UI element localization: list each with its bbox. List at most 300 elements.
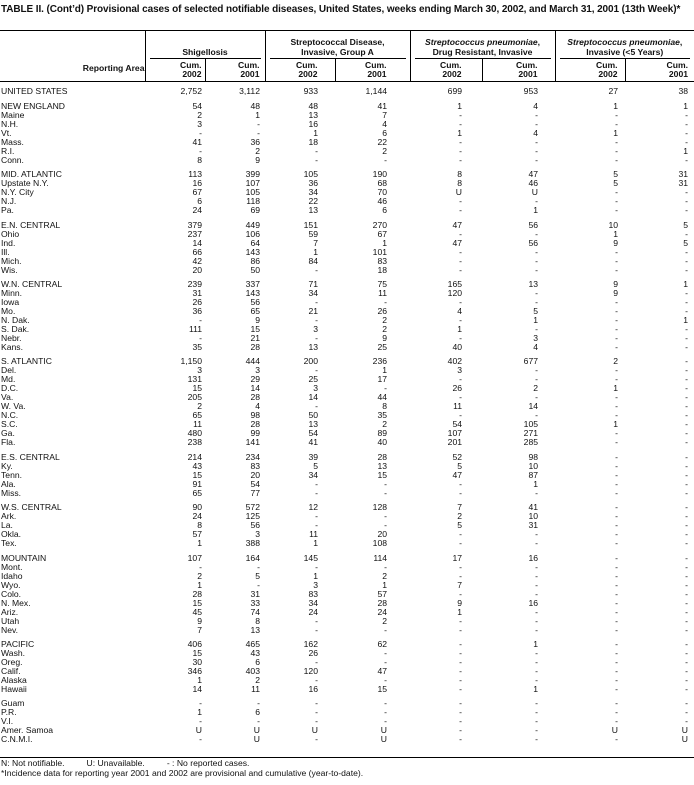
case-count: 1 <box>683 101 689 111</box>
group-header-strep-group-a: Streptococcal Disease, Invasive, Group A <box>265 31 410 60</box>
case-count: 18 <box>308 137 318 147</box>
table-row <box>0 343 694 352</box>
case-count: 403 <box>245 666 260 676</box>
case-count: 41 <box>377 101 388 111</box>
case-count: 15 <box>377 470 388 480</box>
case-count: 30 <box>192 657 202 667</box>
case-count: 165 <box>447 279 463 289</box>
cum-label: Cum. <box>516 60 538 70</box>
case-count: 83 <box>377 256 388 266</box>
case-count: 3 <box>197 119 202 129</box>
case-count: 42 <box>192 256 202 266</box>
case-count: 20 <box>192 265 202 275</box>
case-count: 41 <box>308 438 318 448</box>
case-count: 20 <box>250 470 260 480</box>
case-count: 337 <box>245 279 260 289</box>
case-count: - <box>685 625 689 635</box>
case-count: 56 <box>250 297 260 307</box>
reporting-area: Tex. <box>1 539 17 549</box>
case-count: 64 <box>250 238 260 248</box>
table-row <box>0 87 694 96</box>
case-count: 5 <box>613 179 619 189</box>
case-count: - <box>685 206 689 216</box>
case-count: 101 <box>372 247 388 257</box>
case-count: - <box>615 580 619 590</box>
case-count: 1 <box>197 580 202 590</box>
case-count: 65 <box>250 306 260 316</box>
reporting-area: Vt. <box>1 128 12 138</box>
case-count: 128 <box>372 503 388 513</box>
case-count: - <box>615 146 619 156</box>
case-count: 16 <box>528 598 539 608</box>
case-count: 24 <box>308 607 318 617</box>
table-row <box>0 102 694 111</box>
case-count: - <box>384 717 388 727</box>
table-row <box>0 289 694 298</box>
table-row <box>0 581 694 590</box>
case-count: 6 <box>382 128 388 138</box>
case-count: 11 <box>193 420 202 430</box>
case-count: - <box>315 146 318 156</box>
case-count: 379 <box>187 220 202 230</box>
case-count: 45 <box>192 607 202 617</box>
case-count: 1 <box>533 639 539 649</box>
table-row <box>0 316 694 325</box>
case-count: - <box>615 333 619 343</box>
case-count: 5 <box>683 238 689 248</box>
reporting-area: Ga. <box>1 429 15 439</box>
case-count: - <box>384 521 388 531</box>
case-count: 6 <box>255 708 260 718</box>
case-count: - <box>615 110 619 120</box>
case-count: - <box>535 580 539 590</box>
case-count: 21 <box>250 333 260 343</box>
reporting-area: W.N. CENTRAL <box>1 279 63 289</box>
case-count: 28 <box>192 589 202 599</box>
column-header-cum-2001 <box>335 59 410 82</box>
case-count: 4 <box>533 128 539 138</box>
table-row <box>0 280 694 289</box>
case-count: - <box>615 315 619 325</box>
case-count: 1 <box>313 571 318 581</box>
case-count: 28 <box>250 393 260 403</box>
table-row <box>0 563 694 572</box>
case-count: 572 <box>245 503 260 513</box>
header-spacer <box>0 31 145 60</box>
case-count: - <box>315 333 318 343</box>
case-count: U <box>455 188 463 198</box>
case-count: 69 <box>250 206 260 216</box>
case-count: - <box>685 393 689 403</box>
case-count: 2 <box>457 512 463 522</box>
table-row <box>0 626 694 635</box>
case-count: - <box>315 265 318 275</box>
reporting-area: Ark. <box>1 512 17 522</box>
case-count: - <box>615 137 619 147</box>
reporting-area: S. ATLANTIC <box>1 357 52 367</box>
case-count: 2 <box>255 675 260 685</box>
case-count: 270 <box>372 220 388 230</box>
case-count: 2 <box>255 146 260 156</box>
case-count: - <box>535 625 539 635</box>
case-count: 70 <box>377 188 388 198</box>
case-count: 21 <box>308 306 318 316</box>
case-count: - <box>384 155 388 165</box>
case-count: 31 <box>678 179 689 189</box>
reporting-area: Iowa <box>1 297 20 307</box>
case-count: - <box>459 411 463 421</box>
case-count: 5 <box>255 571 260 581</box>
case-count: - <box>615 571 619 581</box>
case-count: - <box>257 562 260 572</box>
reporting-area: W. Va. <box>1 402 26 412</box>
case-count: - <box>685 384 689 394</box>
case-count: 35 <box>192 342 202 352</box>
table-row <box>0 120 694 129</box>
case-count: 26 <box>452 384 463 394</box>
reporting-area: S.C. <box>1 420 18 430</box>
table-row <box>0 608 694 617</box>
case-count: - <box>615 366 619 376</box>
case-count: - <box>685 539 689 549</box>
case-count: 4 <box>255 402 260 412</box>
case-count: 16 <box>308 684 318 694</box>
reporting-area: Conn. <box>1 155 24 165</box>
case-count: - <box>199 315 202 325</box>
case-count: - <box>535 571 539 581</box>
case-count: 59 <box>308 229 318 239</box>
case-count: 9 <box>382 333 388 343</box>
case-count: 34 <box>308 470 318 480</box>
case-count: 11 <box>251 684 260 694</box>
case-count: 105 <box>303 170 318 180</box>
case-count: - <box>685 265 689 275</box>
case-count: - <box>535 229 539 239</box>
case-count: - <box>615 188 619 198</box>
case-count: - <box>315 297 318 307</box>
case-count: - <box>257 717 260 727</box>
case-count: 13 <box>308 342 318 352</box>
case-count: - <box>615 393 619 403</box>
case-count: 200 <box>303 357 318 367</box>
case-count: - <box>685 666 689 676</box>
reporting-area: Pa. <box>1 206 14 216</box>
case-count: 44 <box>377 393 388 403</box>
table-row <box>0 411 694 420</box>
case-count: 465 <box>245 639 260 649</box>
case-count: - <box>459 479 463 489</box>
case-count: - <box>535 119 539 129</box>
case-count: 34 <box>308 598 318 608</box>
case-count: - <box>535 699 539 709</box>
case-count: - <box>459 675 463 685</box>
case-count: 1 <box>533 479 539 489</box>
case-count: - <box>535 562 539 572</box>
case-count: - <box>615 675 619 685</box>
case-count: 65 <box>192 488 202 498</box>
case-count: - <box>199 146 202 156</box>
reporting-area: Kans. <box>1 342 23 352</box>
case-count: - <box>685 188 689 198</box>
footnotes <box>0 757 694 778</box>
case-count: 54 <box>452 420 463 430</box>
table-row <box>0 667 694 676</box>
column-header-cum-2001 <box>625 59 694 82</box>
case-count: 15 <box>192 648 202 658</box>
case-count: - <box>685 470 689 480</box>
case-count: 1 <box>613 420 619 430</box>
case-count: 67 <box>377 229 388 239</box>
case-count: 13 <box>250 625 260 635</box>
case-count: 164 <box>245 553 260 563</box>
case-count: - <box>459 197 463 207</box>
case-count: 1 <box>457 101 463 111</box>
case-count: 39 <box>308 452 318 462</box>
case-count: - <box>535 197 539 207</box>
case-count: 151 <box>303 220 318 230</box>
case-count: - <box>685 357 689 367</box>
case-count: 56 <box>250 521 260 531</box>
case-count: - <box>459 333 463 343</box>
case-count: 108 <box>372 539 388 549</box>
table-row <box>0 503 694 512</box>
reporting-area: N. Mex. <box>1 598 31 608</box>
table-row <box>0 640 694 649</box>
case-count: 107 <box>187 553 202 563</box>
case-count: 3 <box>457 366 463 376</box>
case-count: - <box>535 297 539 307</box>
case-count: - <box>615 342 619 352</box>
case-count: - <box>685 137 689 147</box>
case-count: 15 <box>192 384 202 394</box>
table-row <box>0 489 694 498</box>
table-row <box>0 717 694 726</box>
case-count: - <box>459 708 463 718</box>
reporting-area: Hawaii <box>1 684 27 694</box>
case-count: - <box>535 324 539 334</box>
case-count: - <box>384 699 388 709</box>
table-row <box>0 206 694 215</box>
case-count: 2 <box>382 146 388 156</box>
case-count: 449 <box>245 220 260 230</box>
case-count: 35 <box>377 411 388 421</box>
year-label: 2001 <box>668 69 689 79</box>
case-count: - <box>615 488 619 498</box>
case-count: U <box>253 726 260 736</box>
case-count: 1 <box>613 384 619 394</box>
case-count: - <box>615 452 619 462</box>
table-row <box>0 599 694 608</box>
cum-label: Cum. <box>238 60 260 70</box>
case-count: - <box>535 616 539 626</box>
case-count: 54 <box>308 429 318 439</box>
case-count: 13 <box>377 461 388 471</box>
column-header-cum-2002 <box>555 59 625 82</box>
case-count: - <box>615 265 619 275</box>
case-count: 3 <box>313 580 318 590</box>
case-count: - <box>685 247 689 257</box>
case-count: 17 <box>377 375 388 385</box>
case-count: - <box>685 288 689 298</box>
case-count: 1 <box>533 206 539 216</box>
case-count: U <box>681 735 689 745</box>
reporting-area: UNITED STATES <box>1 87 68 97</box>
reporting-area: Calif. <box>1 666 21 676</box>
case-count: 83 <box>250 461 260 471</box>
case-count: - <box>535 146 539 156</box>
case-count: 238 <box>187 438 202 448</box>
case-count: 7 <box>197 625 202 635</box>
case-count: 143 <box>245 247 260 257</box>
case-count: - <box>615 539 619 549</box>
case-count: - <box>535 675 539 685</box>
case-count: 40 <box>377 438 388 448</box>
case-count: - <box>615 717 619 727</box>
case-count: - <box>459 648 463 658</box>
case-count: 66 <box>192 247 202 257</box>
case-count: 9 <box>255 155 260 165</box>
case-count: - <box>685 684 689 694</box>
case-count: 14 <box>192 684 202 694</box>
table-row <box>0 179 694 188</box>
table-row <box>0 420 694 429</box>
reporting-area: Alaska <box>1 675 27 685</box>
case-count: - <box>459 488 463 498</box>
reporting-area: E.S. CENTRAL <box>1 452 60 462</box>
case-count: - <box>615 657 619 667</box>
table-row <box>0 735 694 744</box>
case-count: 8 <box>197 155 202 165</box>
case-count: 111 <box>188 324 202 334</box>
case-count: 12 <box>308 503 318 513</box>
reporting-area: Utah <box>1 616 20 626</box>
table-row <box>0 453 694 462</box>
table-row <box>0 230 694 239</box>
case-count: - <box>315 521 318 531</box>
table-row <box>0 521 694 530</box>
footnote-star: *Incidence data for reporting year 2001 and 2002 are provisional and cumulative (year-to-date). <box>1 768 364 778</box>
case-count: 17 <box>452 553 463 563</box>
case-count: 36 <box>250 137 260 147</box>
case-count: - <box>459 229 463 239</box>
case-count: 34 <box>308 288 318 298</box>
case-count: 1 <box>457 128 463 138</box>
case-count: - <box>315 562 318 572</box>
case-count: - <box>315 699 318 709</box>
reporting-area: S. Dak. <box>1 324 30 334</box>
case-count: - <box>615 708 619 718</box>
column-header-cum-2002 <box>265 59 335 82</box>
case-count: - <box>535 735 539 745</box>
case-count: 9 <box>613 238 619 248</box>
case-count: 1 <box>533 684 539 694</box>
reporting-area: Idaho <box>1 571 23 581</box>
case-count: 205 <box>187 393 202 403</box>
case-count: 2 <box>197 571 202 581</box>
case-count: 5 <box>613 170 619 180</box>
case-count: - <box>535 137 539 147</box>
case-count: 24 <box>192 206 202 216</box>
case-count: 2 <box>382 571 388 581</box>
case-count: 2 <box>382 315 388 325</box>
year-label: 2002 <box>298 69 318 79</box>
table-row <box>0 554 694 563</box>
case-count: - <box>615 402 619 412</box>
case-count: 24 <box>192 512 202 522</box>
case-count: 125 <box>245 512 260 522</box>
reporting-area: NEW ENGLAND <box>1 101 65 111</box>
reporting-area: Minn. <box>1 288 23 298</box>
table-row <box>0 438 694 447</box>
reporting-area: Del. <box>1 366 17 376</box>
case-count: - <box>535 657 539 667</box>
case-count: 145 <box>303 553 318 563</box>
cum-label: Cum. <box>296 60 318 70</box>
case-count: 2 <box>197 110 202 120</box>
case-count: - <box>384 675 388 685</box>
case-count: - <box>615 429 619 439</box>
reporting-area: La. <box>1 521 13 531</box>
case-count: 5 <box>683 220 689 230</box>
case-count: 7 <box>457 580 463 590</box>
case-count: - <box>459 110 463 120</box>
case-count: - <box>459 666 463 676</box>
case-count: - <box>315 488 318 498</box>
case-count: - <box>685 333 689 343</box>
year-label: 2002 <box>598 69 618 79</box>
case-count: 8 <box>457 170 463 180</box>
case-count: 24 <box>377 607 388 617</box>
case-count: - <box>459 571 463 581</box>
case-count: 8 <box>457 179 463 189</box>
case-count: - <box>459 137 463 147</box>
reporting-area: Ky. <box>1 461 13 471</box>
case-count: - <box>199 735 202 745</box>
case-count: - <box>459 735 463 745</box>
reporting-area: Miss. <box>1 488 22 498</box>
case-count: - <box>459 684 463 694</box>
case-count: 399 <box>245 170 260 180</box>
reporting-area-header: Reporting Area <box>0 59 145 82</box>
column-header-cum-2001 <box>482 59 555 82</box>
table-row <box>0 129 694 138</box>
case-count: 162 <box>303 639 318 649</box>
case-count: 15 <box>250 324 260 334</box>
case-count: - <box>535 375 539 385</box>
table-row <box>0 257 694 266</box>
case-count: - <box>257 119 260 129</box>
case-count: 38 <box>678 87 689 97</box>
table-row <box>0 393 694 402</box>
case-count: 1 <box>382 580 388 590</box>
case-count: - <box>685 648 689 658</box>
case-count: 2 <box>382 420 388 430</box>
case-count: 50 <box>250 265 260 275</box>
case-count: 1 <box>382 366 388 376</box>
table-row <box>0 357 694 366</box>
case-count: - <box>535 366 539 376</box>
case-count: 8 <box>197 521 202 531</box>
case-count: - <box>615 375 619 385</box>
case-count: 47 <box>528 170 539 180</box>
case-count: - <box>685 306 689 316</box>
disease-table <box>0 30 694 744</box>
table-row <box>0 384 694 393</box>
case-count: - <box>685 717 689 727</box>
case-count: 107 <box>447 429 463 439</box>
case-count: 62 <box>377 639 388 649</box>
case-count: 8 <box>382 402 388 412</box>
